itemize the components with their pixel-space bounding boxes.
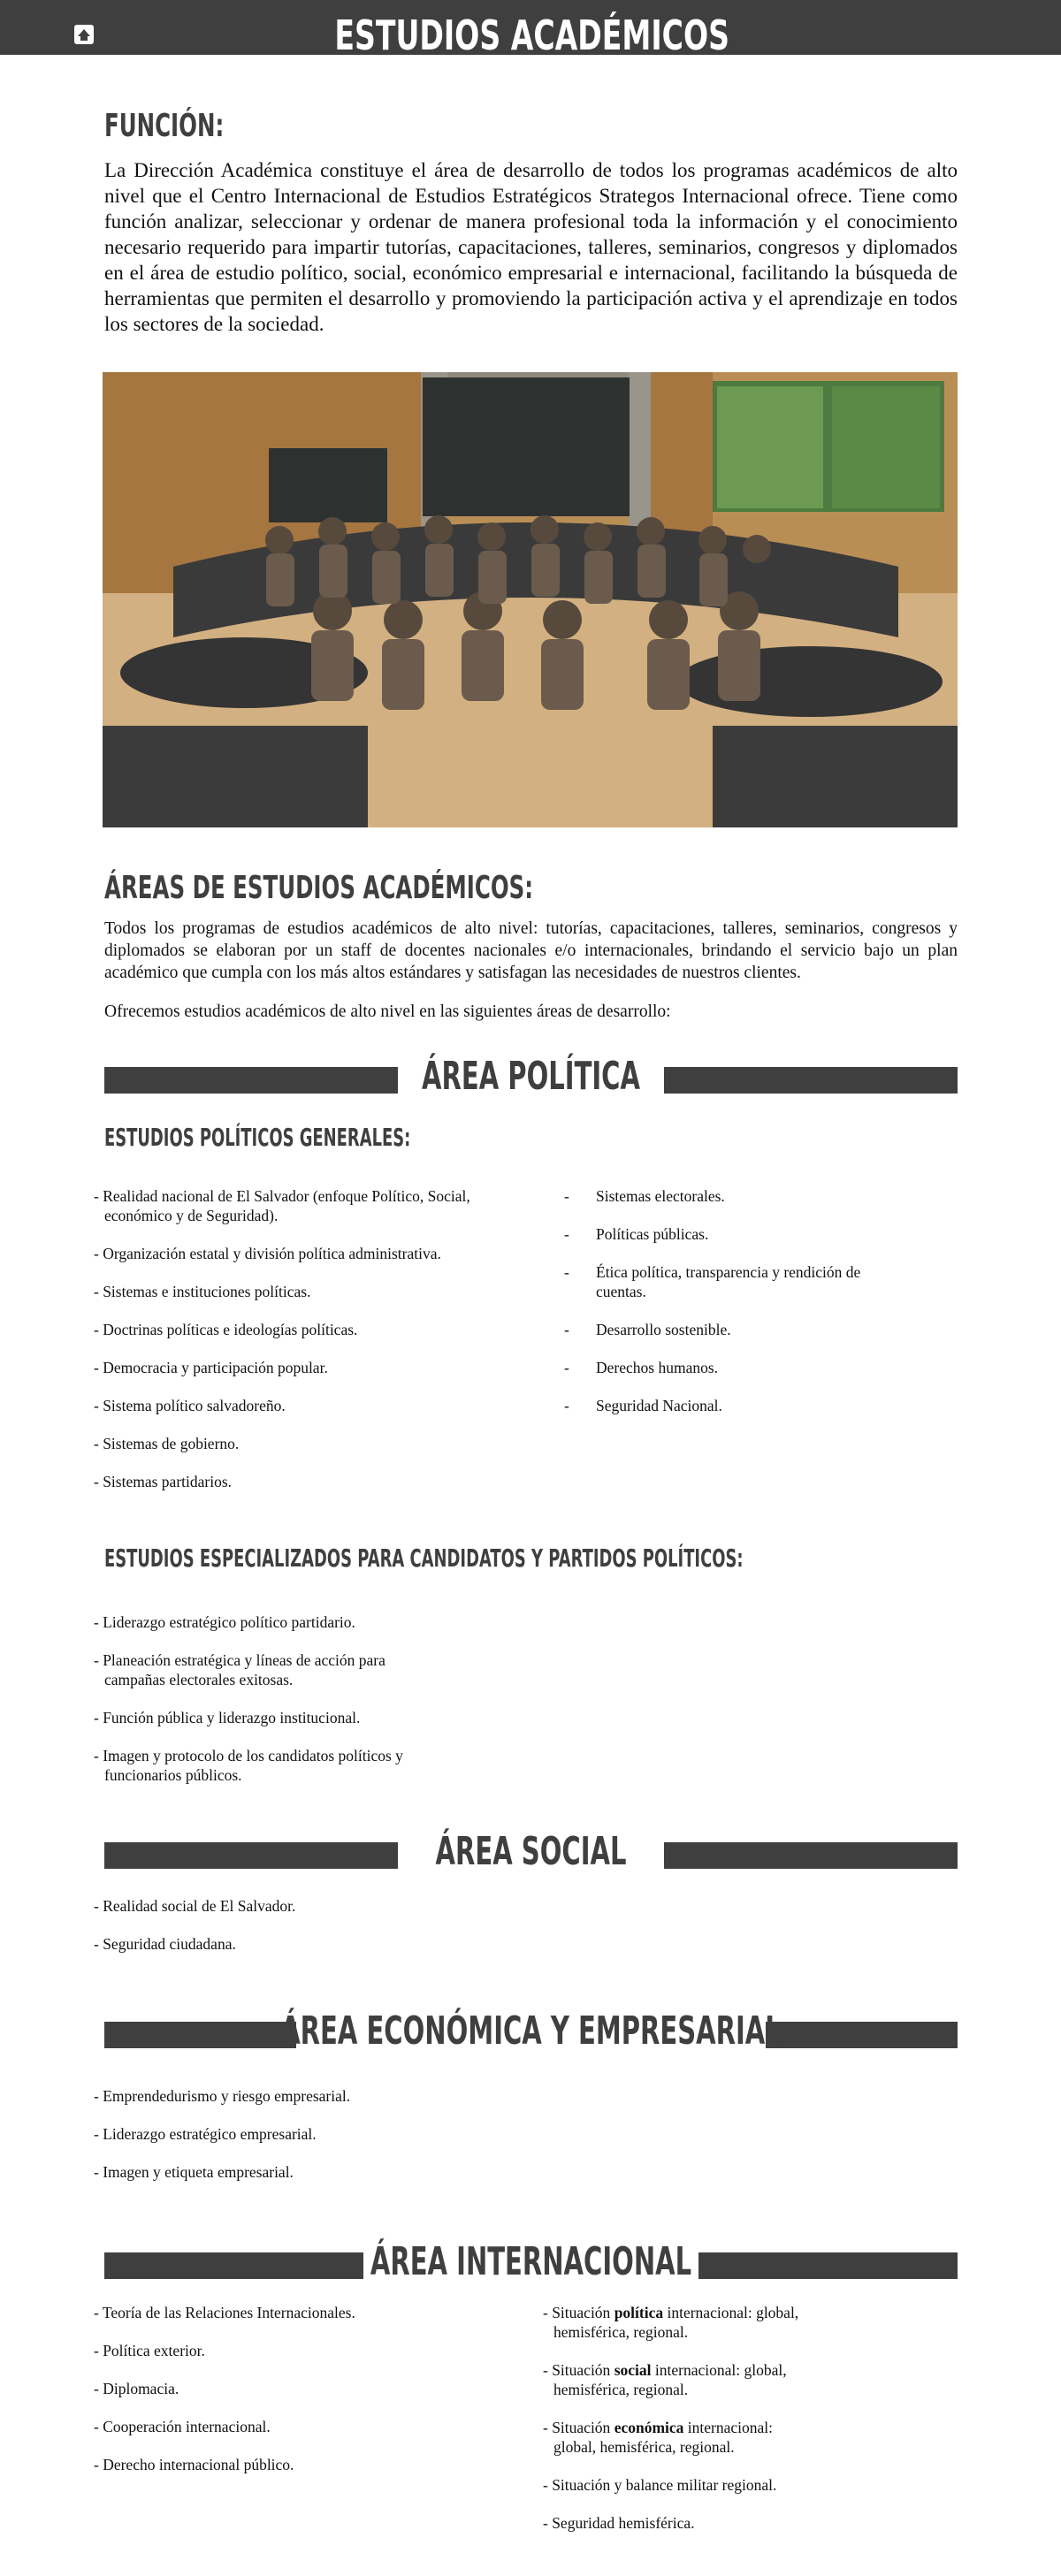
home-icon[interactable] [74, 25, 94, 44]
list-item: - Seguridad ciudadana. [94, 1935, 236, 1953]
classroom-photo [103, 372, 958, 827]
list-item: - Desarrollo sostenible. [564, 1320, 900, 1339]
list-item: - Sistemas electorales. [564, 1186, 900, 1206]
especializados-list [94, 1612, 447, 1803]
item-text: - Situación [543, 2361, 614, 2379]
internacional-list-right [543, 2303, 808, 2551]
list-item [543, 2360, 808, 2399]
item-text: - Situación [543, 2419, 614, 2436]
list-item [543, 2475, 808, 2495]
list-item [543, 2303, 808, 2342]
list-item: - Organización estatal y división política administrativa. [94, 1245, 441, 1262]
item-text: internacional: global, hemisférica, regional. [553, 2419, 774, 2456]
area-internacional-title: ÁREA INTERNACIONAL [370, 2239, 692, 2284]
list-item [543, 2513, 808, 2533]
list-item: - Sistemas e instituciones políticas. [94, 1283, 311, 1300]
item-text: - Situación y balance militar regional. [543, 2476, 777, 2494]
item-bold: social [614, 2361, 652, 2379]
list-item: - Planeación estratégica y líneas de acción para campañas electorales exitosas. [94, 1651, 385, 1688]
page-title: ESTUDIOS ACADÉMICOS [334, 11, 729, 59]
top-bar [0, 0, 1061, 59]
areas-text: Todos los programas de estudios académicos de alto nivel: tutorías, capacitaciones, talleres, seminarios, congresos y diplomados se elaboran por un staff de docentes nacionales e/o internacionales, brindando el servicio bajo un plan académico que cumpla con los más altos estándares y satisfagan las necesidades de nuestros clientes. [104, 919, 958, 982]
list-item: - Realidad nacional de El Salvador (enfoque Político, Social, económico y de Seguridad). [94, 1187, 470, 1224]
area-economica-banner [104, 2008, 958, 2054]
area-economica-title: ÁREA ECONÓMICA Y EMPRESARIAL [280, 2008, 782, 2054]
especializados-title: ESTUDIOS ESPECIALIZADOS PARA CANDIDATOS Y PARTIDOS POLÍTICOS: [104, 1543, 744, 1573]
item-text: - Seguridad hemisférica. [543, 2514, 695, 2532]
list-item: - Liderazgo estratégico político partidario. [94, 1613, 355, 1631]
list-item: - Emprendedurismo y riesgo empresarial. [94, 2087, 351, 2105]
generales-list-right [564, 1186, 900, 1434]
list-item: - Ética política, transparencia y rendición de cuentas. [564, 1262, 900, 1301]
item-bold: económica [614, 2419, 684, 2436]
area-internacional-banner [104, 2239, 958, 2285]
list-item: - Cooperación internacional. [94, 2418, 271, 2435]
list-item: - Teoría de las Relaciones Internacionales. [94, 2304, 355, 2321]
list-item: - Políticas públicas. [564, 1224, 900, 1244]
list-item [543, 2418, 808, 2457]
list-item: - Derecho internacional público. [94, 2456, 294, 2473]
area-social-title: ÁREA SOCIAL [435, 1829, 627, 1874]
list-item: - Liderazgo estratégico empresarial. [94, 2125, 317, 2143]
areas-offer-text: Ofrecemos estudios académicos de alto nivel en las siguientes áreas de desarrollo: [104, 1002, 671, 1021]
internacional-list-left [94, 2303, 465, 2493]
area-politica-banner [104, 1054, 958, 1100]
generales-title: ESTUDIOS POLÍTICOS GENERALES: [104, 1123, 411, 1152]
areas-title: ÁREAS DE ESTUDIOS ACADÉMICOS: [104, 870, 534, 906]
generales-list-left [94, 1186, 483, 1510]
list-item: - Función pública y liderazgo institucional. [94, 1709, 361, 1726]
list-item: - Sistemas de gobierno. [94, 1435, 240, 1452]
social-list [94, 1896, 465, 1972]
list-item: - Doctrinas políticas e ideologías políticas. [94, 1321, 358, 1338]
list-item: - Seguridad Nacional. [564, 1396, 900, 1415]
list-item: - Sistemas partidarios. [94, 1473, 233, 1490]
area-politica-title: ÁREA POLÍTICA [422, 1054, 640, 1099]
item-text: internacional: global, hemisférica, regional. [553, 2304, 799, 2341]
list-item: - Sistema político salvadoreño. [94, 1397, 286, 1414]
area-social-banner [104, 1829, 958, 1875]
list-item: - Derechos humanos. [564, 1358, 900, 1377]
economica-list [94, 2086, 465, 2200]
funcion-title: FUNCIÓN: [104, 108, 225, 144]
item-text: - Situación [543, 2304, 614, 2321]
list-item: - Política exterior. [94, 2342, 205, 2359]
list-item: - Imagen y etiqueta empresarial. [94, 2163, 294, 2181]
list-item: - Democracia y participación popular. [94, 1359, 328, 1376]
funcion-text: La Dirección Académica constituye el área de desarrollo de todos los programas académicos de alto nivel que el Centro Internacional de Estudios Estratégicos Strategos Internacional ofrece. Tiene como función analizar, seleccionar y ordenar de manera profesional toda la información y el conocimiento necesario requerido para impartir tutorías, capacitaciones, talleres, seminarios, congresos y diplomados en el área de estudio político, social, económico empresarial e internacional, facilitando la búsqueda de herramientas que permiten el desarrollo y promoviendo la participación activa y el aprendizaje en todos los sectores de la sociedad. [104, 159, 958, 335]
list-item: - Diplomacia. [94, 2380, 179, 2397]
item-text: internacional: global, hemisférica, regional. [553, 2361, 787, 2398]
list-item: - Realidad social de El Salvador. [94, 1897, 296, 1915]
list-item: - Imagen y protocolo de los candidatos políticos y funcionarios públicos. [94, 1747, 403, 1784]
item-bold: política [614, 2304, 664, 2321]
